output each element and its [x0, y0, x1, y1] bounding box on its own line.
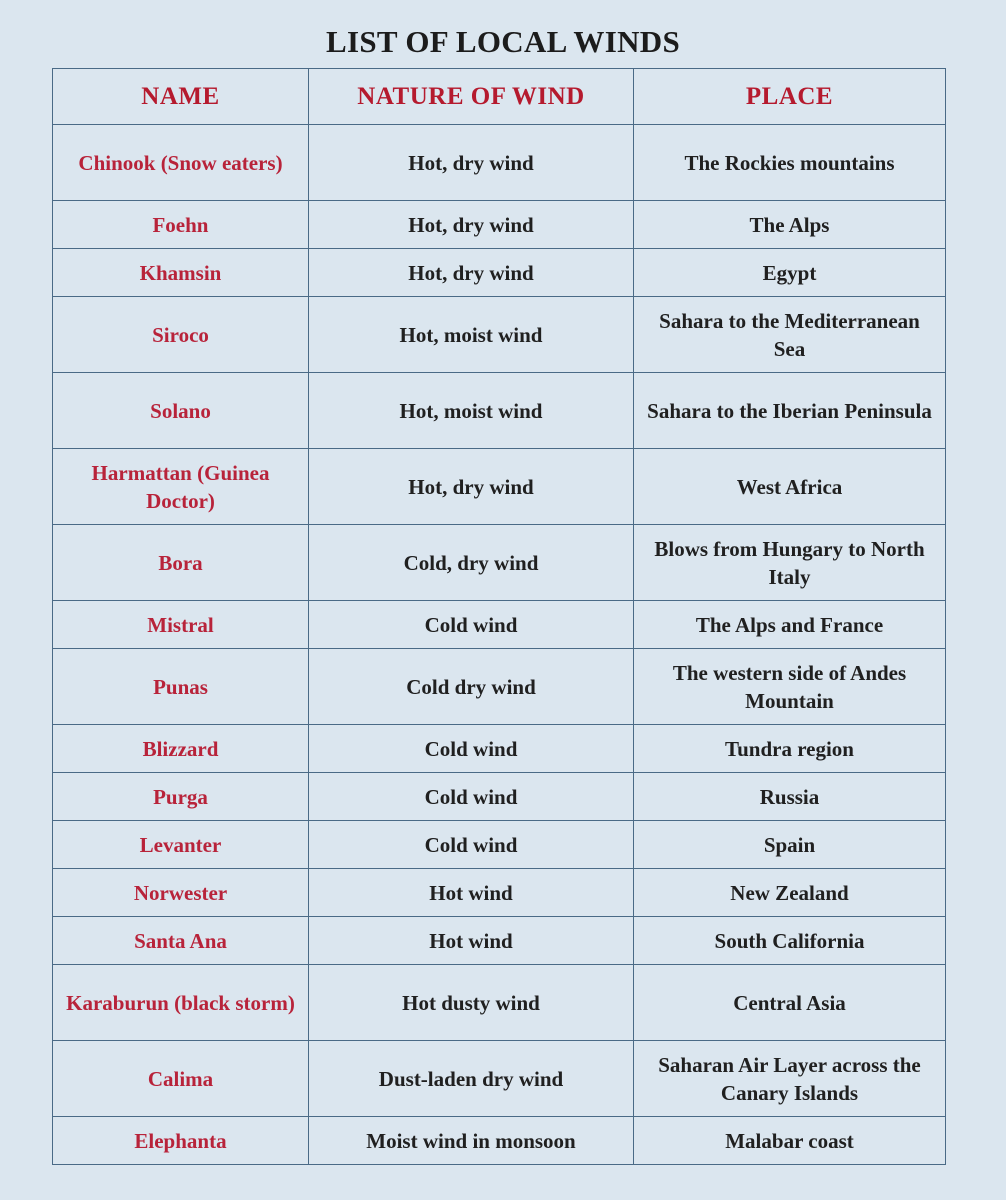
wind-place: Sahara to the Iberian Peninsula [634, 373, 946, 449]
wind-place: Tundra region [634, 725, 946, 773]
table-row [53, 869, 946, 917]
table-row [53, 297, 946, 373]
table-row [53, 1041, 946, 1117]
wind-name: Levanter [53, 821, 309, 869]
wind-nature: Cold dry wind [309, 649, 634, 725]
wind-nature: Moist wind in monsoon [309, 1117, 634, 1165]
wind-name: Khamsin [53, 249, 309, 297]
header-nature: NATURE OF WIND [309, 69, 634, 125]
wind-place: Central Asia [634, 965, 946, 1041]
wind-name: Norwester [53, 869, 309, 917]
wind-nature: Cold wind [309, 773, 634, 821]
wind-nature: Hot, dry wind [309, 449, 634, 525]
header-name: NAME [53, 69, 309, 125]
wind-name: Purga [53, 773, 309, 821]
wind-place: Russia [634, 773, 946, 821]
table-row [53, 821, 946, 869]
table-row [53, 917, 946, 965]
wind-name: Karaburun (black storm) [53, 965, 309, 1041]
wind-place: New Zealand [634, 869, 946, 917]
wind-nature: Cold wind [309, 725, 634, 773]
local-winds-table [52, 68, 946, 1165]
wind-name: Harmattan (Guinea Doctor) [53, 449, 309, 525]
wind-nature: Dust-laden dry wind [309, 1041, 634, 1117]
table-row [53, 449, 946, 525]
table-row [53, 773, 946, 821]
wind-name: Elephanta [53, 1117, 309, 1165]
wind-nature: Hot, dry wind [309, 249, 634, 297]
page-title: LIST OF LOCAL WINDS [326, 24, 680, 59]
table-row [53, 1117, 946, 1165]
wind-place: Saharan Air Layer across the Canary Islands [634, 1041, 946, 1117]
wind-place: The Alps [634, 201, 946, 249]
table-row [53, 201, 946, 249]
wind-place: West Africa [634, 449, 946, 525]
wind-name: Calima [53, 1041, 309, 1117]
wind-place: Sahara to the Mediterranean Sea [634, 297, 946, 373]
wind-nature: Hot, moist wind [309, 373, 634, 449]
table-row [53, 965, 946, 1041]
wind-place: Egypt [634, 249, 946, 297]
wind-place: Spain [634, 821, 946, 869]
wind-place: The Alps and France [634, 601, 946, 649]
wind-place: South California [634, 917, 946, 965]
wind-place: The Rockies mountains [634, 125, 946, 201]
wind-name: Foehn [53, 201, 309, 249]
table-row [53, 373, 946, 449]
wind-place: Malabar coast [634, 1117, 946, 1165]
table-row [53, 725, 946, 773]
wind-nature: Cold wind [309, 821, 634, 869]
wind-nature: Cold wind [309, 601, 634, 649]
wind-nature: Hot, moist wind [309, 297, 634, 373]
wind-name: Siroco [53, 297, 309, 373]
wind-name: Punas [53, 649, 309, 725]
wind-nature: Hot, dry wind [309, 201, 634, 249]
header-place: PLACE [634, 69, 946, 125]
table-row [53, 525, 946, 601]
wind-nature: Hot wind [309, 869, 634, 917]
table-row [53, 125, 946, 201]
wind-name: Mistral [53, 601, 309, 649]
wind-place: Blows from Hungary to North Italy [634, 525, 946, 601]
wind-nature: Cold, dry wind [309, 525, 634, 601]
table-row [53, 249, 946, 297]
wind-nature: Hot wind [309, 917, 634, 965]
wind-name: Bora [53, 525, 309, 601]
wind-nature: Hot, dry wind [309, 125, 634, 201]
table-row [53, 649, 946, 725]
wind-name: Blizzard [53, 725, 309, 773]
wind-place: The western side of Andes Mountain [634, 649, 946, 725]
wind-name: Solano [53, 373, 309, 449]
table-row [53, 601, 946, 649]
wind-nature: Hot dusty wind [309, 965, 634, 1041]
wind-name: Santa Ana [53, 917, 309, 965]
table-header-row [53, 69, 946, 125]
wind-name: Chinook (Snow eaters) [53, 125, 309, 201]
